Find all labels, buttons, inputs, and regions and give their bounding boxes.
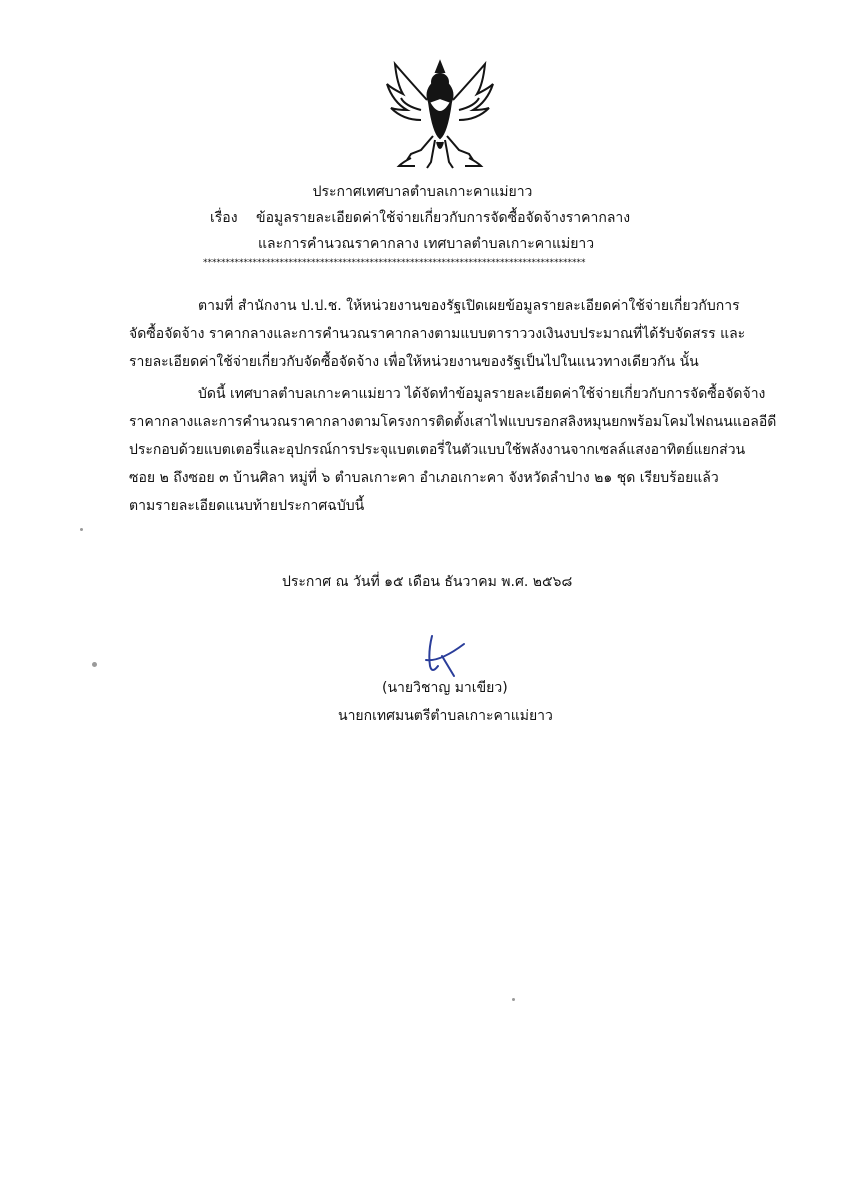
paragraph2-line5: ตามรายละเอียดแนบท้ายประกาศฉบับนี้ bbox=[129, 498, 365, 514]
subject-line bbox=[210, 208, 630, 228]
subject-text-line1: ข้อมูลรายละเอียดค่าใช้จ่ายเกี่ยวกับการจัดซื้อจัดจ้างราคากลาง bbox=[256, 210, 631, 226]
paragraph2-line4: ซอย ๒ ถึงซอย ๓ บ้านศิลา หมู่ที่ ๖ ตำบลเกาะคา อำเภอเกาะคา จังหวัดลำปาง ๒๑ ชุด เรียบร้อยแล้ว bbox=[129, 470, 719, 486]
paragraph2-line2: ราคากลางและการคำนวณราคากลางตามโครงการติดตั้งเสาไฟแบบรอกสลิงหมุนยกพร้อมโคมไฟถนนแอลอีดี bbox=[129, 414, 777, 430]
scan-speck bbox=[92, 662, 97, 667]
paragraph1-line1: ตามที่ สำนักงาน ป.ป.ช. ให้หน่วยงานของรัฐเปิดเผยข้อมูลรายละเอียดค่าใช้จ่ายเกี่ยวกับการ bbox=[198, 298, 740, 314]
document-title: ประกาศเทศบาลตำบลเกาะคาแม่ยาว bbox=[312, 184, 533, 200]
announcement-date: ประกาศ ณ วันที่ ๑๕ เดือน ธันวาคม พ.ศ. ๒๕๖๘ bbox=[282, 574, 573, 590]
handwritten-signature-icon bbox=[420, 632, 470, 680]
garuda-emblem-icon bbox=[381, 58, 499, 172]
subject-label: เรื่อง bbox=[210, 210, 238, 226]
signer-name: (นายวิชาญ มาเขียว) bbox=[382, 680, 508, 696]
scan-speck bbox=[80, 528, 83, 531]
scan-speck bbox=[512, 998, 515, 1001]
separator-line: ************************************************************************************* bbox=[203, 258, 586, 268]
paragraph2-line1: บัดนี้ เทศบาลตำบลเกาะคาแม่ยาว ได้จัดทำข้อมูลรายละเอียดค่าใช้จ่ายเกี่ยวกับการจัดซื้อจัดจ้าง bbox=[198, 386, 766, 402]
signer-position: นายกเทศมนตรีตำบลเกาะคาแม่ยาว bbox=[338, 708, 553, 724]
subject-text-line2: และการคำนวณราคากลาง เทศบาลตำบลเกาะคาแม่ยาว bbox=[258, 236, 595, 252]
paragraph1-line3: รายละเอียดค่าใช้จ่ายเกี่ยวกับจัดซื้อจัดจ้าง เพื่อให้หน่วยงานของรัฐเป็นไปในแนวทางเดียวกัน นั้น bbox=[129, 354, 699, 370]
paragraph1-line2: จัดซื้อจัดจ้าง ราคากลางและการคำนวณราคากลางตามแบบตาราววงเงินงบประมาณที่ได้รับจัดสรร และ bbox=[129, 326, 746, 342]
paragraph2-line3: ประกอบด้วยแบตเตอรี่และอุปกรณ์การประจุแบตเตอรี่ในตัวแบบใช้พลังงานจากเซลล์แสงอาทิตย์แยกส่วน bbox=[129, 442, 746, 458]
